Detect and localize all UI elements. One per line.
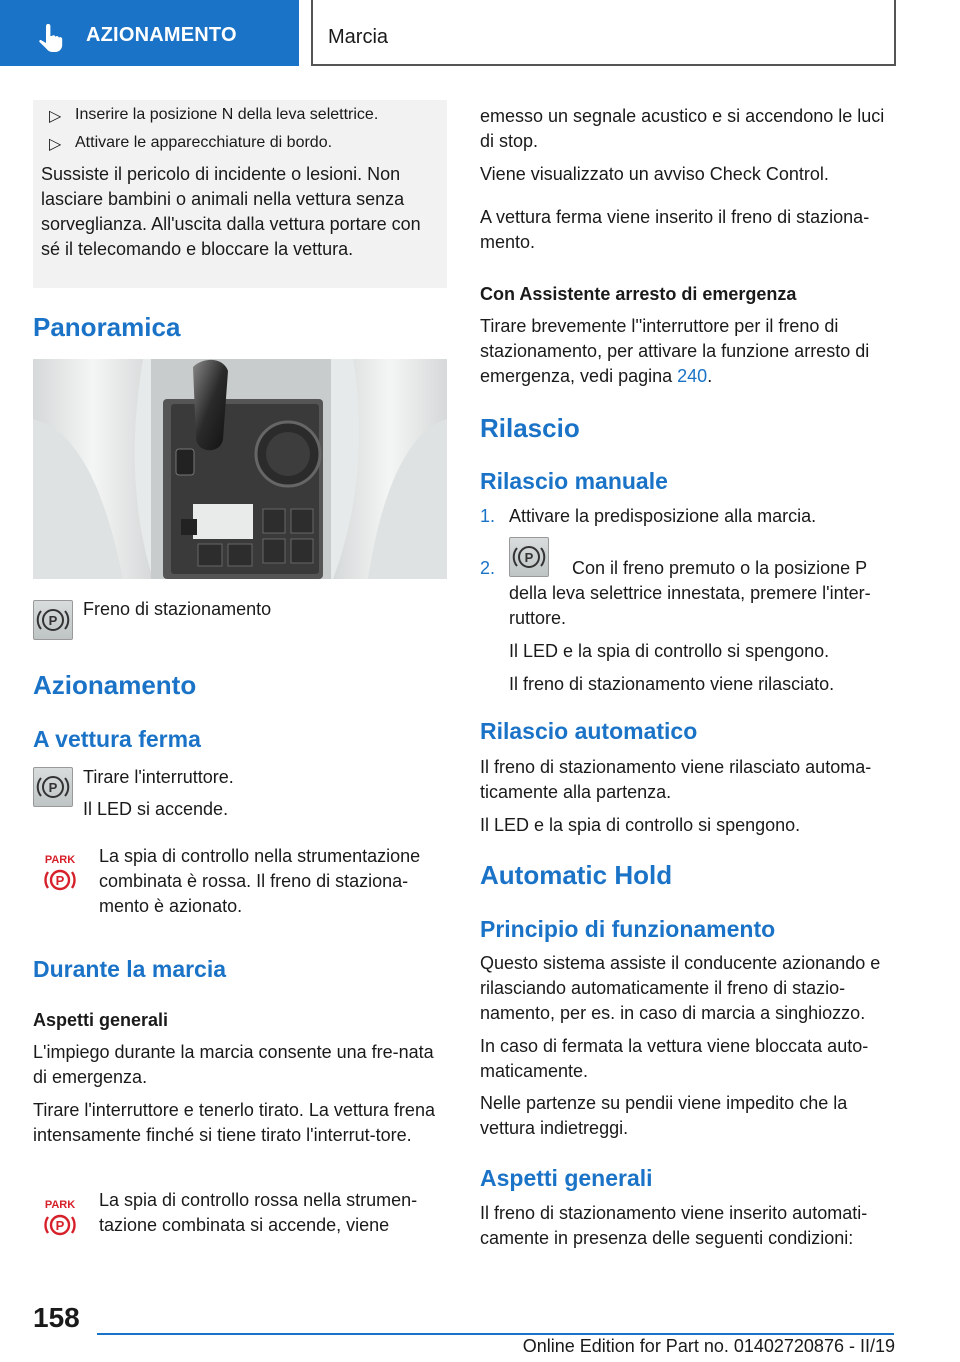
parking-brake-photo [33,359,447,579]
svg-text:P: P [48,613,58,628]
text-tirare: Tirare l'interruttore. [83,767,234,787]
text-cont-2: Viene visualizzato un avviso Check Control. [480,164,829,184]
svg-text:P: P [55,1218,65,1233]
section-tab [0,0,299,66]
step-number: 1. [480,506,496,526]
step-2-text-b: della leva selettrice innestata, premere l'inter-ruttore. [509,583,871,628]
heading-rilascio-automatico: Rilascio automatico [480,718,698,744]
page-number: 158 [33,1302,80,1333]
triangle-bullet-icon: ▷ [49,136,62,153]
text-aspetti-2: Il freno di stazionamento viene inserito automati-camente in presenza delle seguenti condizioni: [480,1203,868,1248]
text-principio-2: In caso di fermata la vettura viene bloccata auto-maticamente. [480,1036,869,1081]
text-auto-2: Il LED e la spia di controllo si spengono. [480,815,801,835]
text-marcia-1: L'impiego durante la marcia consente una fre-nata di emergenza. [33,1042,434,1087]
footer-edition: Online Edition for Part no. 01402720876 - II/19 [522,1336,895,1356]
text-cont-1: emesso un segnale acustico e si accendono le luci di stop. [480,106,885,151]
svg-text:PARK: PARK [44,1199,76,1211]
text-principio-3: Nelle partenze su pendii viene impedito che la vettura indietreggi. [480,1093,848,1138]
text-spia-ferma: La spia di controllo nella strumentazione combinata è rossa. Il freno di staziona-mento è azionato. [99,846,421,916]
text-spia-marcia: La spia di controllo rossa nella strumen-tazione combinata si accende, viene [99,1190,418,1235]
heading-panoramica: Panoramica [33,312,181,342]
park-warning-icon [38,852,82,896]
svg-text:P: P [524,550,534,565]
heading-rilascio: Rilascio [480,413,580,443]
step-1-text: Attivare la predisposizione alla marcia. [509,506,817,526]
footer-rule [97,1333,894,1335]
chapter-title: Marcia [328,26,389,48]
heading-assistente: Con Assistente arresto di emergenza [480,284,797,304]
step-number: 2. [480,558,496,578]
heading-principio: Principio di funzionamento [480,916,776,942]
page-link-240[interactable]: 240 [677,366,708,386]
heading-vettura-ferma: A vettura ferma [33,726,201,752]
warning-item: ▷ Inserire la posizione N della leva selettrice. [41,106,439,126]
parking-brake-icon [509,537,549,577]
warning-box [33,100,447,288]
center-console-image [33,359,447,579]
text-assistente: Tirare brevemente l''interruttore per il freno di stazionamento, per attivare la funzione arresto di emergenza, vedi pagina 240. [480,316,870,386]
caption-freno: Freno di stazionamento [83,599,272,619]
warning-text: Sussiste il pericolo di incidente o lesioni. Non lasciare bambini o animali nella vettura senza sorveglianza. All'uscita dalla vettura portare con sé il telecomando e bloccare la vettura. [41,164,421,259]
text-cont-3: A vettura ferma viene inserito il freno di staziona-mento. [480,207,870,252]
svg-text:P: P [48,780,58,795]
text-principio-1: Questo sistema assiste il conducente azionando e rilasciando automaticamente il freno di stazio-namento, per es. in caso di marcia a singhiozzo. [480,953,881,1023]
text-auto-1: Il freno di stazionamento viene rilasciato automa-ticamente alla partenza. [480,757,872,802]
heading-rilascio-manuale: Rilascio manuale [480,468,668,494]
heading-aspetti-generali-2: Aspetti generali [480,1165,653,1191]
text-led: Il LED si accende. [83,799,229,819]
parking-brake-icon [33,767,73,807]
chapter-frame [311,0,896,66]
step-2-text-d: Il freno di stazionamento viene rilasciato. [509,674,835,694]
heading-durante-marcia: Durante la marcia [33,956,227,982]
heading-automatic-hold: Automatic Hold [480,860,673,890]
step-2-text-a: Con il freno premuto o la posizione P [572,558,868,578]
warning-item: ▷ Attivare le apparecchiature di bordo. [41,134,439,154]
park-warning-icon [38,1197,82,1241]
section-title: AZIONAMENTO [86,24,237,46]
heading-azionamento: Azionamento [33,670,197,700]
heading-aspetti-generali: Aspetti generali [33,1010,169,1030]
svg-text:PARK: PARK [44,854,76,866]
text-marcia-2: Tirare l'interruttore e tenerlo tirato. La vettura frena intensamente finché si tiene tirato l'interrut-tore. [33,1100,435,1145]
hand-pointer-icon [36,24,66,54]
svg-text:P: P [55,873,65,888]
triangle-bullet-icon: ▷ [49,108,62,125]
parking-brake-icon [33,600,73,640]
step-2-text-c: Il LED e la spia di controllo si spengono. [509,641,830,661]
